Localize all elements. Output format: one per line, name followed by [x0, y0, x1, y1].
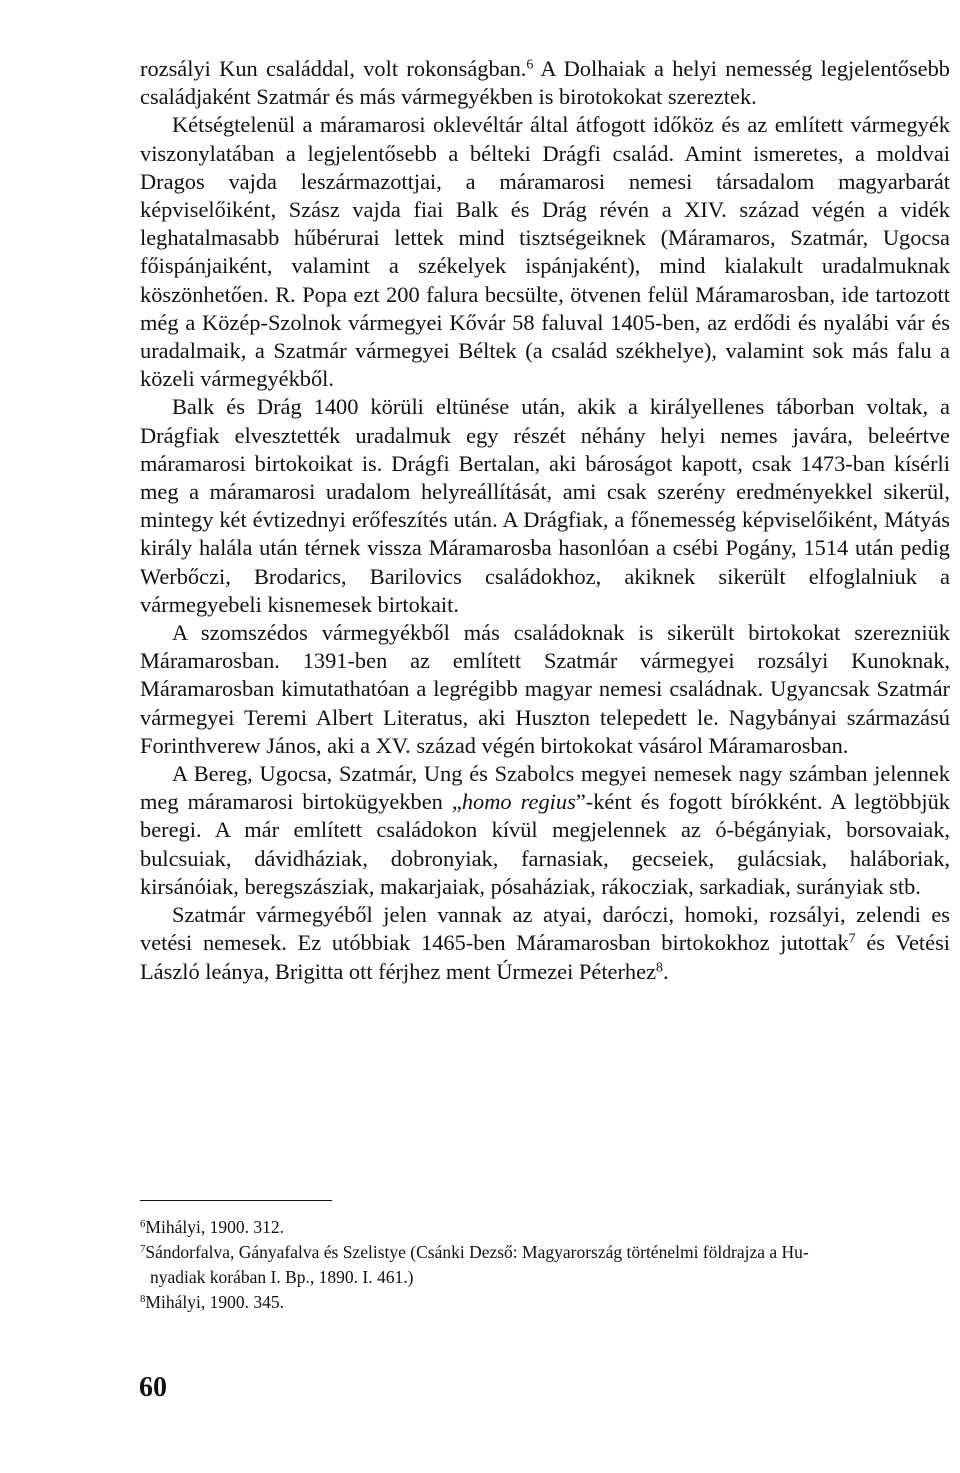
footnote-7: [140, 1240, 950, 1265]
footnote-ref-7: 7: [848, 931, 856, 947]
footnotes: [140, 1215, 950, 1315]
footnote-separator: [140, 1200, 332, 1201]
paragraph-1-text-a: rozsályi Kun családdal, volt rokonságban.: [140, 56, 527, 81]
footnote-ref-6: 6: [526, 57, 534, 73]
paragraph-5-text-a: A Bereg, Ugocsa, Szatmár, Ung és Szabolcs megyei nemesek nagy számban jelennek meg máramarosi birtokügyekben „: [140, 761, 950, 815]
footnote-6: [140, 1215, 950, 1240]
footnote-text: Sándorfalva, Gányafalva és Szelistye (Csánki Dezső: Magyarország történelmi földrajza a Hu-: [145, 1242, 809, 1262]
footnote-ref-8: 8: [656, 959, 663, 975]
paragraph-6-text-b: és Vetési László leánya, Brigitta ott férjhez ment Úrmezei Péterhez: [140, 930, 951, 984]
paragraph-5-italic: homo regius: [461, 789, 576, 815]
body-text: [140, 55, 950, 986]
paragraph-3: Balk és Drág 1400 körüli eltünése után, akik a királyellenes táborban voltak, a Drágfiak elvesztették uradalmuk egy részét néhány helyi nemes javára, beleértve máramarosi birtokoikat is. Drágfi Bertalan, aki bároságot kapott, csak 1473-ban kísérli meg a máramarosi uradalom helyreállítását, ami csak szerény eredményekkel sikerül, mintegy két évtizednyi erőfeszítés után. A Drágfiak, a főnemesség képviselőiként, Mátyás király halála után térnek vissza Máramarosba hasonlóan a csébi Pogány, 1514 után pedig Werbőczi, Brodarics, Barilovics családokhoz, akiknek sikerült elfoglalniuk a vármegyebeli kisnemesek birtokait.: [140, 394, 950, 617]
paragraph-4: A szomszédos vármegyékből más családoknak is sikerült birtokokat szerezniük Máramarosban. 1391-ben az említett Szatmár vármegyei rozsályi Kunoknak, Máramarosban kimutathatóan a legrégibb magyar nemesi családnak. Ugyancsak Szatmár vármegyei Teremi Albert Literatus, aki Huszton telepedett le. Nagybányai származású Forinthverew János, aki a XV. század végén birtokokat vásárol Máramarosban.: [140, 620, 950, 758]
page-number: 60: [139, 1372, 167, 1403]
footnote-7-continuation: nyadiak korában I. Bp., 1890. I. 461.): [150, 1267, 414, 1287]
footnote-number: 7: [140, 1243, 146, 1256]
paragraph-6: [140, 901, 950, 986]
footnote-text: Mihályi, 1900. 312.: [145, 1217, 284, 1237]
paragraph-2: Kétségtelenül a máramarosi oklevéltár által átfogott időköz és az említett vármegyék viszonylatában a legjelentősebb a bélteki Drágfi család. Amint ismeretes, a moldvai Dragos vajda leszármazottjai, a máramarosi nemesi társadalom magyarbarát képviselőiként, Szász vajda fiai Balk és Drág révén a XIV. század végén a vidék leghatalmasabb hűbérurai lettek mind tisztségeiknek (Máramaros, Szatmár, Ugocsa főispánjaiként, valamint a székelyek ispánjaként), mind kialakult uradalmuknak köszönhetően. R. Popa ezt 200 falura becsülte, ötvenen felül Máramarosban, ide tartozott még a Közép-Szolnok vármegyei Kővár 58 faluval 1405-ben, az erdődi és nyalábi vár és uradalmaik, a Szatmár vármegyei Béltek (a család székhelye), valamint sok más falu a közeli vármegyékből.: [140, 112, 950, 392]
paragraph-6-text-c: .: [662, 958, 669, 984]
footnote-number: 6: [140, 1218, 146, 1231]
footnote-text: Mihályi, 1900. 345.: [145, 1292, 284, 1312]
paragraph-6-text-a: Szatmár vármegyéből jelen vannak az atyai, daróczi, homoki, rozsályi, zelendi es vetési nemesek. Ez utóbbiak 1465-ben Máramarosban birtokokhoz jutottak: [140, 902, 950, 956]
paragraph-1: [140, 55, 950, 111]
footnote-number: 8: [140, 1293, 146, 1306]
paragraph-5-text-b: ”-ként és fogott bírókként. A legtöbbjük beregi. A már említett családokon kívül megjelennek az ó-bégányiak, borsovaiak, bulcsuiak, dávidháziak, dobronyiak, farnasiak, gecseiek, gulácsiak, haláboriak, kirsánóiak, beregszásziak, makarjaiak, pósaháziak, rákocziak, sarkadiak, surányiak stb.: [140, 789, 951, 899]
paragraph-5: [140, 760, 950, 901]
paragraph-1-text-b: A Dolhaiak a helyi nemesség legjelentősebb családjaként Szatmár és más vármegyékben is birotokokat szereztek.: [140, 56, 950, 110]
footnote-8: [140, 1290, 950, 1315]
